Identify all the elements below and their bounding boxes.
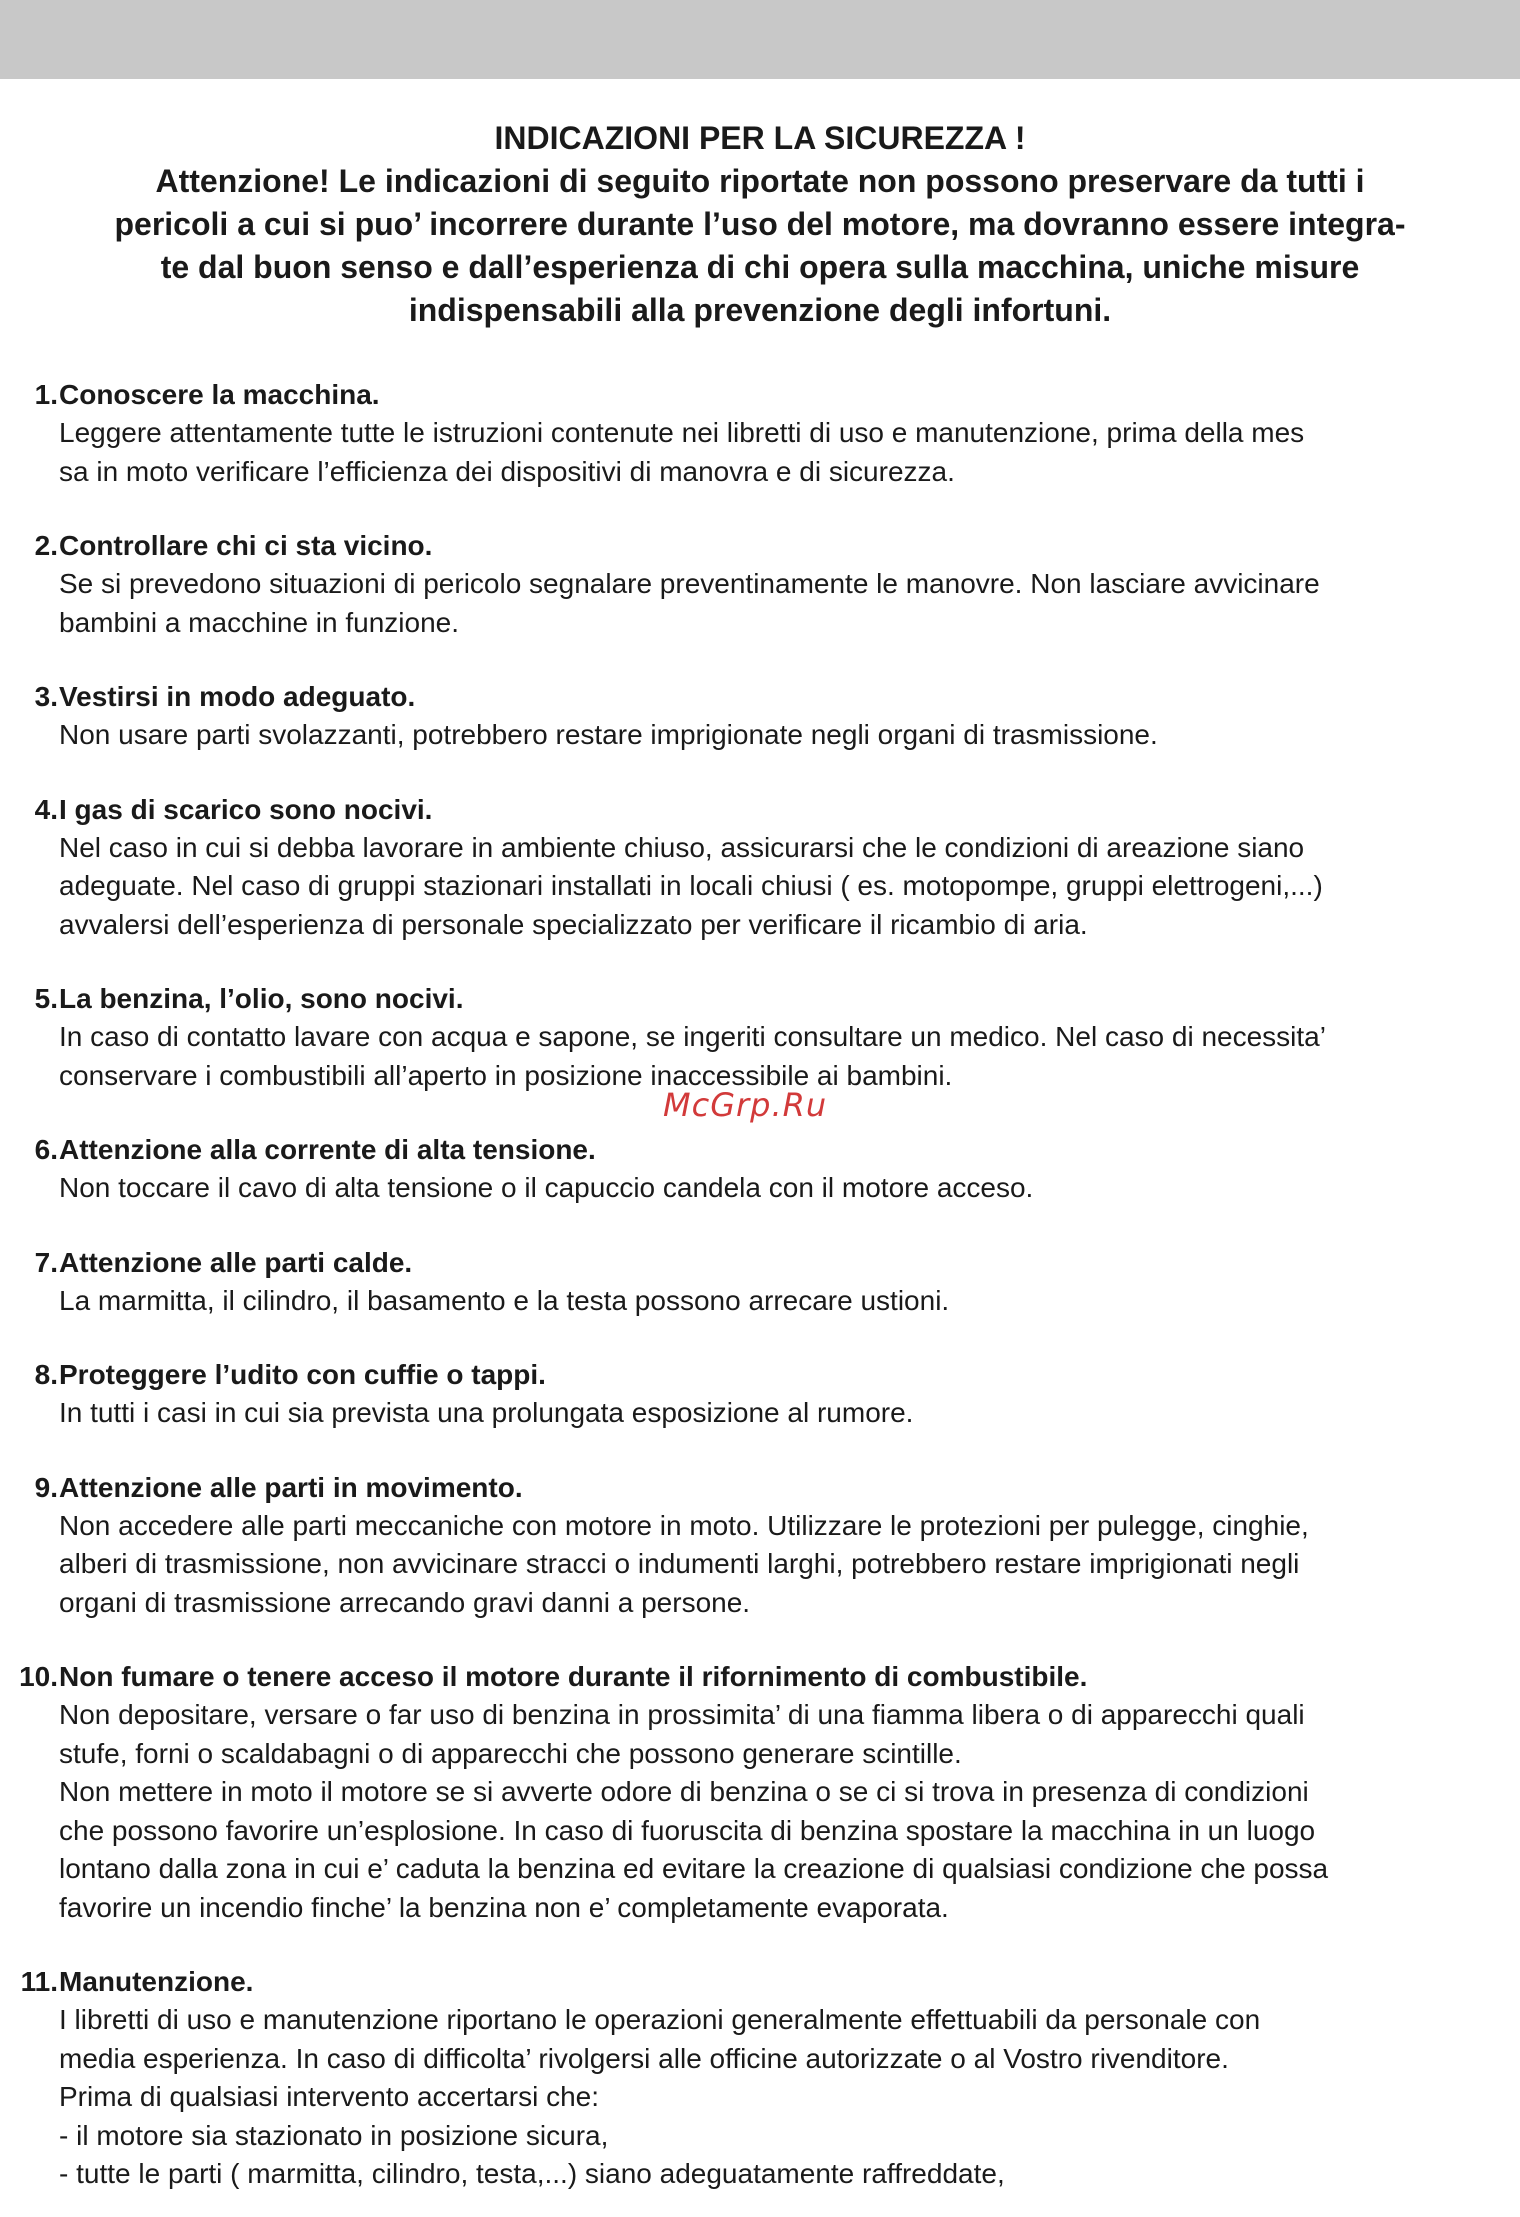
item-title: Attenzione alle parti calde.: [59, 1246, 413, 1278]
item-number: 9.: [34, 1471, 58, 1503]
item-body-line: Prima di qualsiasi intervento accertarsi che:: [59, 2081, 600, 2112]
item-body-line: adeguate. Nel caso di gruppi stazionari installati in locali chiusi ( es. motopompe, gruppi elettrogeni,...): [59, 870, 1323, 901]
safety-item: [0, 678, 1520, 755]
item-body-line: - tutte le parti ( marmitta, cilindro, testa,...) siano adeguatamente raffreddate,: [59, 2158, 1005, 2189]
item-title: Proteggere l’udito con cuffie o tappi.: [59, 1359, 546, 1390]
item-body: [59, 414, 1520, 491]
top-gray-band: [0, 0, 1520, 79]
safety-item: [0, 791, 1520, 945]
item-body-line: alberi di trasmissione, non avvicinare stracci o indumenti larghi, potrebbero restare imprigionati negli: [59, 1548, 1300, 1579]
item-body-line: favorire un incendio finche’ la benzina non e’ completamente evaporata.: [59, 1891, 949, 1923]
item-title: La benzina, l’olio, sono nocivi.: [59, 983, 464, 1014]
safety-header: [0, 117, 1520, 332]
item-number: 7.: [34, 1246, 58, 1278]
safety-item: [0, 1469, 1520, 1623]
item-number: 8.: [34, 1359, 58, 1390]
item-body: [59, 2001, 1520, 2194]
item-body-line: bambini a macchine in funzione.: [59, 606, 460, 638]
item-body-line: media esperienza. In caso di difficolta’ rivolgersi alle officine autorizzate o al Vostro rivenditore.: [59, 2042, 1229, 2074]
item-body-line: I libretti di uso e manutenzione riportano le operazioni generalmente effettuabili da personale con: [59, 2004, 1261, 2035]
item-number: 11.: [20, 1966, 58, 1997]
header-line: Attenzione! Le indicazioni di seguito riportate non possono preservare da tutti i: [155, 163, 1365, 199]
item-body: [59, 829, 1520, 945]
item-body-line: In caso di contatto lavare con acqua e sapone, se ingeriti consultare un medico. Nel caso di necessita’: [59, 1021, 1326, 1052]
item-body-line: sa in moto verificare l’efficienza dei dispositivi di manovra e di sicurezza.: [59, 455, 955, 487]
item-title: Manutenzione.: [59, 1966, 254, 1997]
safety-item: [0, 1244, 1520, 1321]
item-title: I gas di scarico sono nocivi.: [59, 793, 433, 825]
safety-item: [0, 1356, 1520, 1433]
item-body-line: Non depositare, versare o far uso di benzina in prossimita’ di una fiamma libera o di apparecchi quali: [59, 1699, 1305, 1730]
item-body-line: avvalersi dell’esperienza di personale specializzato per verificare il ricambio di aria.: [59, 908, 1088, 940]
item-title: Vestirsi in modo adeguato.: [59, 681, 416, 712]
header-line: indispensabili alla prevenzione degli infortuni.: [408, 292, 1112, 328]
safety-item: [0, 527, 1520, 642]
header-title: INDICAZIONI PER LA SICUREZZA !: [494, 120, 1026, 156]
item-body-line: La marmitta, il cilindro, il basamento e la testa possono arrecare ustioni.: [59, 1284, 950, 1316]
item-number: 6.: [34, 1134, 58, 1165]
item-title: Controllare chi ci sta vicino.: [59, 530, 433, 561]
item-number: 3.: [34, 681, 58, 712]
item-body-line: Leggere attentamente tutte le istruzioni contenute nei libretti di uso e manutenzione, prima della mes: [59, 417, 1305, 448]
item-body-line: Non accedere alle parti meccaniche con motore in moto. Utilizzare le protezioni per pulegge, cinghie,: [59, 1509, 1309, 1541]
item-number: 10.: [19, 1661, 58, 1692]
item-number: 4.: [34, 793, 58, 825]
item-title: Attenzione alla corrente di alta tensione.: [59, 1134, 596, 1165]
header-line: pericoli a cui si puo’ incorrere durante l’uso del motore, ma dovranno essere integra-: [114, 206, 1406, 242]
item-body: [59, 1507, 1520, 1623]
item-body-line: stufe, forni o scaldabagni o di apparecchi che possono generare scintille.: [59, 1737, 962, 1769]
item-body: [59, 1169, 1520, 1208]
safety-item: [0, 376, 1520, 491]
item-body: [59, 1018, 1520, 1095]
item-body-line: lontano dalla zona in cui e’ caduta la benzina ed evitare la creazione di qualsiasi condizione che possa: [59, 1853, 1329, 1884]
item-body: [59, 716, 1520, 755]
watermark-text: McGrp.Ru: [663, 1086, 828, 1124]
item-body-line: Se si prevedono situazioni di pericolo segnalare preventinamente le manovre. Non lasciare avvicinare: [59, 568, 1320, 599]
item-title: Conoscere la macchina.: [59, 379, 380, 410]
item-body-line: In tutti i casi in cui sia prevista una prolungata esposizione al rumore.: [59, 1397, 914, 1428]
item-number: 1.: [34, 379, 58, 410]
safety-items-list: [0, 376, 1520, 2217]
safety-item: [0, 1131, 1520, 1208]
item-body-line: Nel caso in cui si debba lavorare in ambiente chiuso, assicurarsi che le condizioni di areazione siano: [59, 831, 1305, 863]
item-body-line: che possono favorire un’esplosione. In caso di fuoruscita di benzina spostare la macchina in un luogo: [59, 1814, 1316, 1846]
item-body: [59, 1282, 1520, 1321]
safety-item: [0, 1963, 1520, 2194]
header-line: te dal buon senso e dall’esperienza di chi opera sulla macchina, uniche misure: [160, 249, 1360, 285]
item-body-line: conservare i combustibili all’aperto in posizione inaccessibile ai bambini.: [59, 1059, 953, 1091]
safety-item: [0, 980, 1520, 1095]
item-body-line: Non mettere in moto il motore se si avverte odore di benzina o se ci si trova in presenza di condizioni: [59, 1776, 1309, 1807]
item-number: 5.: [34, 983, 58, 1014]
item-body: [59, 1696, 1520, 1927]
item-body-line: - il motore sia stazionato in posizione sicura,: [59, 2119, 609, 2151]
item-title: Non fumare o tenere acceso il motore durante il rifornimento di combustibile.: [59, 1661, 1088, 1692]
item-body: [59, 565, 1520, 642]
item-body-line: organi di trasmissione arrecando gravi danni a persone.: [59, 1586, 751, 1618]
item-number: 2.: [34, 530, 58, 561]
item-body-line: Non toccare il cavo di alta tensione o il capuccio candela con il motore acceso.: [59, 1172, 1034, 1203]
item-body-line: Non usare parti svolazzanti, potrebbero restare imprigionate negli organi di trasmissione.: [59, 719, 1158, 750]
item-title: Attenzione alle parti in movimento.: [59, 1471, 523, 1503]
safety-item: [0, 1658, 1520, 1927]
item-body: [59, 1394, 1520, 1433]
